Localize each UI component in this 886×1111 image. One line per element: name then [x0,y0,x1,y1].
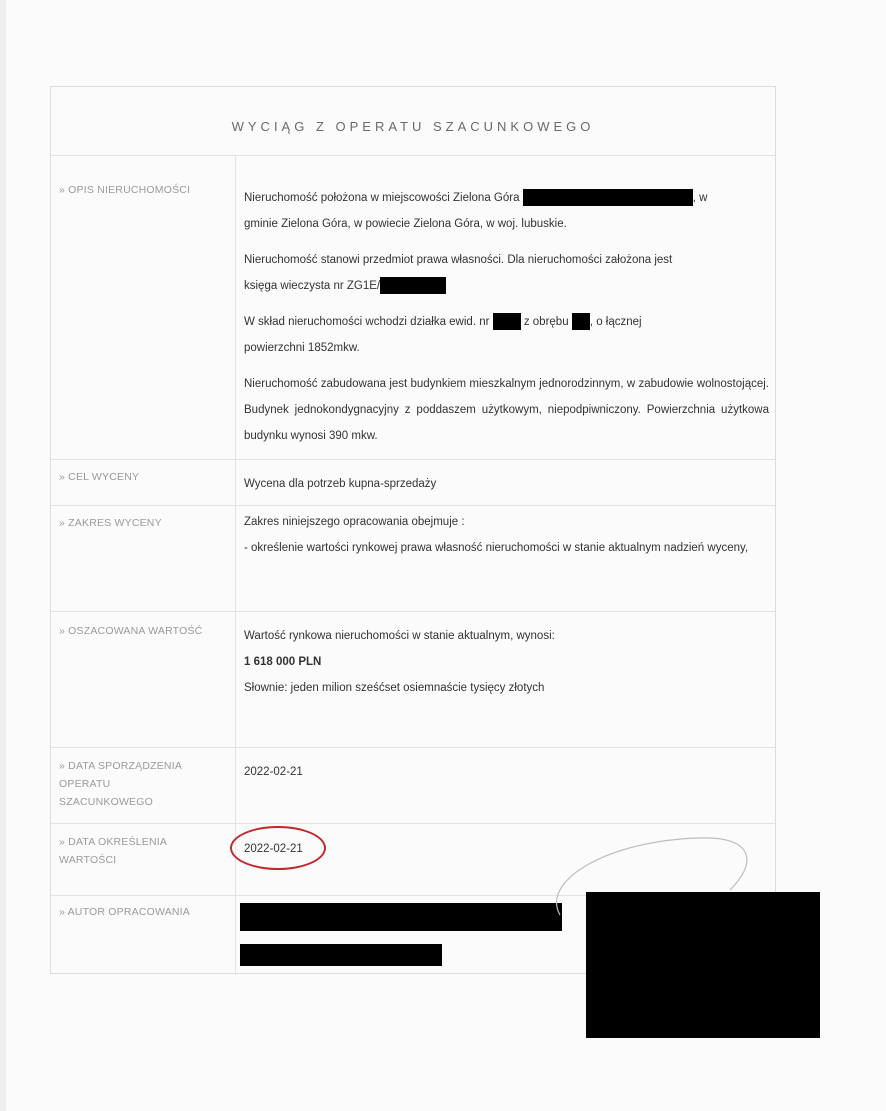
divider [51,611,775,612]
content-data-okreslenia: 2022-02-21 [244,843,303,855]
zakres-line-2: - określenie wartości rynkowej prawa własność nieruchomości w stanie aktualnym nadzień wyceny, [244,542,749,554]
opis-paragraph-2: Nieruchomość stanowi przedmiot prawa własności. Dla nieruchomości założona jest księga wieczysta nr ZG1E/ [244,247,769,299]
content-opis [244,185,769,459]
content-cel: Wycena dla potrzeb kupna-sprzedaży [244,478,437,490]
redaction [572,313,590,330]
page-edge [0,0,6,1111]
divider [51,459,775,460]
label-autor: » AUTOR OPRACOWANIA [59,906,191,918]
redaction [523,189,693,206]
opis-paragraph-4: Nieruchomość zabudowana jest budynkiem mieszkalnym jednorodzinnym, w zabudowie wolnostojącej. Budynek jednokondygnacyjny z poddaszem użytkowym, niepodpiwniczony. Powierzchnia użytkowa budynku wynosi 390 mkw. [244,378,769,442]
label-data-okreslenia: » DATA OKREŚLENIA WARTOŚCI [59,836,168,866]
divider [51,155,775,156]
opis-paragraph-3: W skład nieruchomości wchodzi działka ewid. nr z obrębu , o łącznej powierzchni 1852mkw. [244,309,769,361]
wartosc-line-1: Wartość rynkowa nieruchomości w stanie aktualnym, wynosi: [244,630,555,642]
content-data-sporzadzenia: 2022-02-21 [244,766,303,778]
wartosc-words: Słownie: jeden milion sześćset osiemnaście tysięcy złotych [244,682,545,694]
document-title: WYCIĄG Z OPERATU SZACUNKOWEGO [231,119,595,134]
zakres-line-1: Zakres niniejszego opracowania obejmuje : [244,516,465,528]
annotation-circle [230,826,326,870]
redaction-author-name [240,903,562,931]
divider [51,747,775,748]
label-opis: » OPIS NIERUCHOMOŚCI [59,184,191,196]
content-zakres [244,509,769,561]
redaction [380,277,446,294]
label-zakres: » ZAKRES WYCENY [59,517,162,529]
divider [51,505,775,506]
redaction [493,313,521,330]
redaction-stamp [586,892,820,1038]
redaction-author-title [240,944,442,966]
label-wartosc: » OSZACOWANA WARTOŚĆ [59,625,203,637]
label-cel: » CEL WYCENY [59,471,140,483]
content-wartosc [244,623,769,701]
label-data-sporzadzenia: » DATA SPORZĄDZENIA OPERATU SZACUNKOWEGO [59,760,183,808]
opis-paragraph-1: Nieruchomość położona w miejscowości Zielona Góra , w gminie Zielona Góra, w powiecie Zielona Góra, w woj. lubuskie. [244,185,769,237]
wartosc-amount: 1 618 000 PLN [244,656,322,668]
